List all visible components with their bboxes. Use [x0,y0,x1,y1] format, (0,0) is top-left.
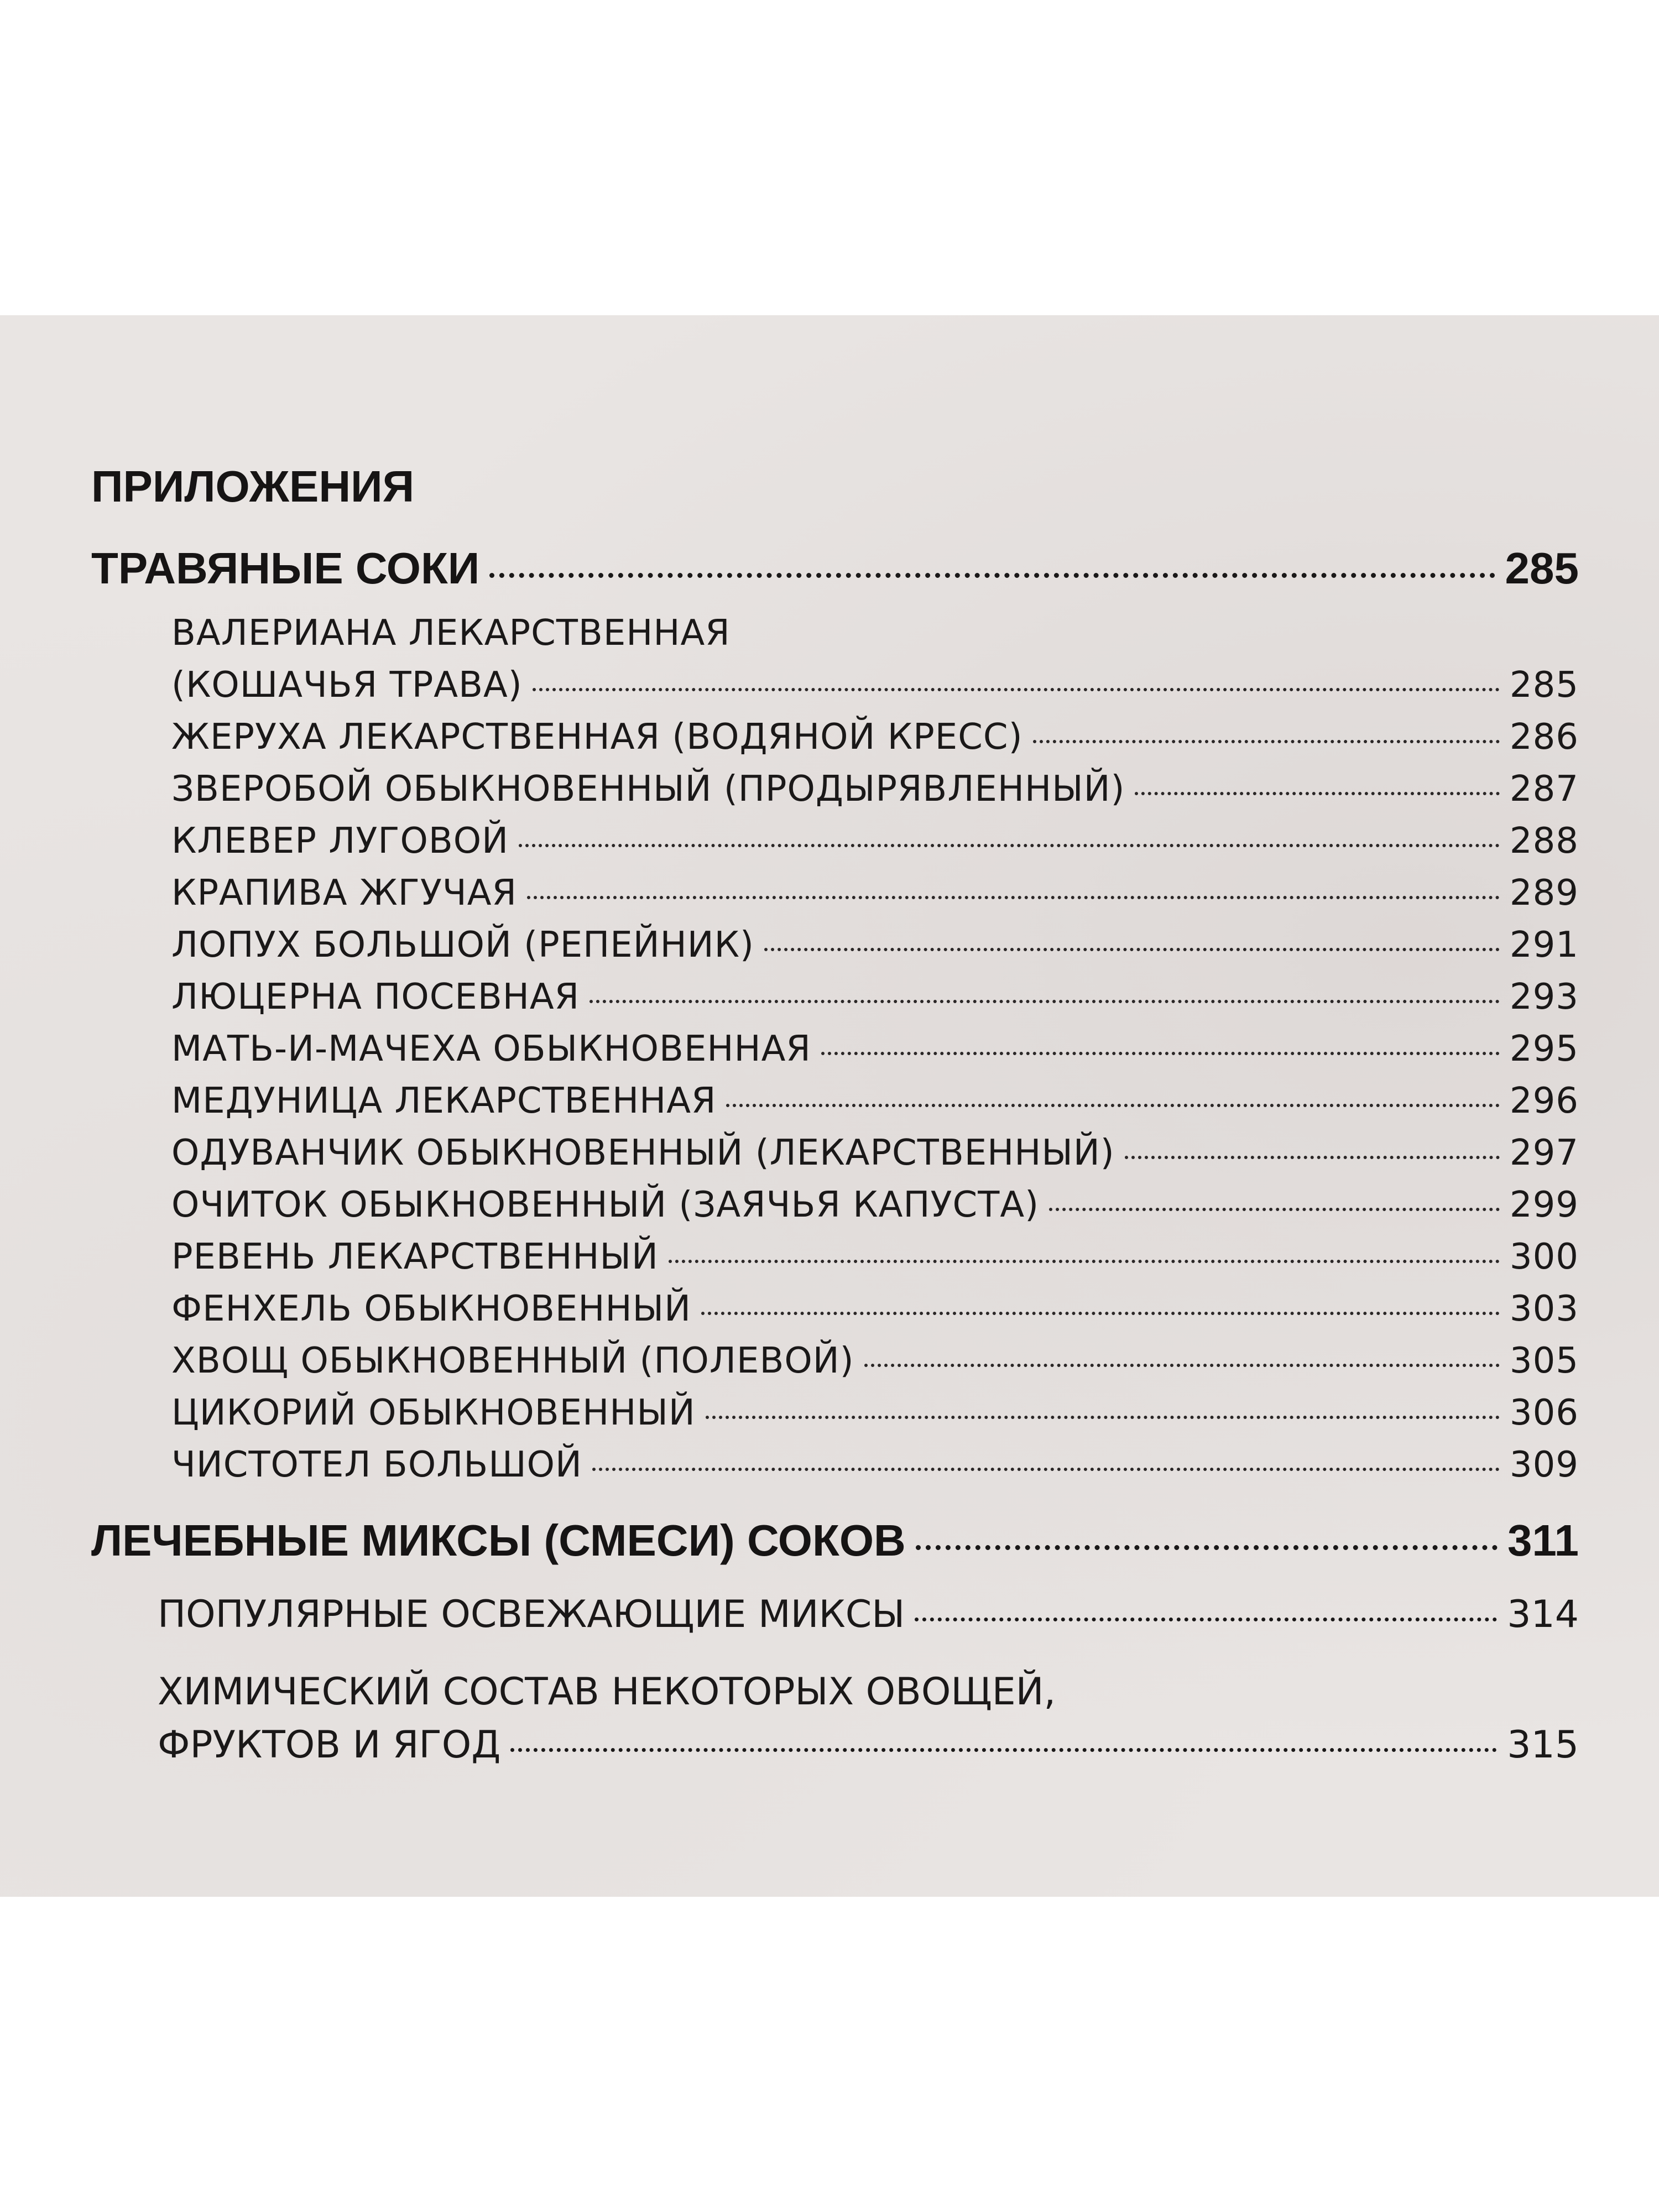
dot-leader [916,1545,1498,1550]
toc-item-page-number: 289 [1509,873,1579,914]
dot-leader [701,1312,1500,1315]
dot-leader [1033,740,1500,743]
toc-subsection[interactable] [91,1719,1579,1772]
dot-leader [519,844,1500,847]
section-title: ЛЕЧЕБНЫЕ МИКСЫ (СМЕСИ) СОКОВ [91,1516,906,1565]
dot-leader [489,573,1495,578]
table-of-contents [91,459,1579,1772]
toc-subsection-line1: ХИМИЧЕСКИЙ СОСТАВ НЕКОТОРЫХ ОВОЩЕЙ, [158,1670,1056,1714]
dot-leader [915,1618,1497,1621]
toc-item-label: ОЧИТОК ОБЫКНОВЕННЫЙ (ЗАЯЧЬЯ КАПУСТА) [171,1185,1040,1225]
dot-leader [726,1104,1499,1107]
subsection-list [91,1588,1579,1772]
toc-item-page-number: 296 [1509,1081,1579,1121]
toc-item-label: КЛЕВЕР ЛУГОВОЙ [171,821,509,862]
dot-leader [1135,792,1499,795]
toc-item-page-number: 293 [1509,977,1579,1018]
toc-item-label: КРАПИВА ЖГУЧАЯ [171,873,517,914]
dot-leader [527,896,1500,899]
toc-item-label: РЕВЕНЬ ЛЕКАРСТВЕННЫЙ [171,1237,659,1277]
toc-item-page-number: 291 [1509,925,1579,966]
dot-leader [510,1748,1497,1752]
dot-leader [592,1468,1500,1471]
toc-item[interactable] [171,711,1579,763]
toc-item-page-number: 288 [1509,821,1579,862]
toc-item[interactable] [171,919,1579,971]
toc-item-label: ЦИКОРИЙ ОБЫКНОВЕННЫЙ [171,1392,696,1433]
toc-item[interactable] [171,1075,1579,1127]
toc-item[interactable] [171,1023,1579,1075]
toc-item[interactable] [171,971,1579,1023]
toc-item-label: ЧИСТОТЕЛ БОЛЬШОЙ [171,1444,582,1485]
toc-item-page-number: 285 [1509,665,1579,706]
toc-item-label: (КОШАЧЬЯ ТРАВА) [171,665,523,706]
toc-item-label: ОДУВАНЧИК ОБЫКНОВЕННЫЙ (ЛЕКАРСТВЕННЫЙ) [171,1133,1115,1173]
dot-leader [1125,1156,1500,1159]
toc-item[interactable] [171,1387,1579,1439]
section-items-list [91,607,1579,1491]
toc-item[interactable] [171,1231,1579,1283]
toc-subsection-label: ПОПУЛЯРНЫЕ ОСВЕЖАЮЩИЕ МИКСЫ [158,1593,905,1636]
toc-item-label: ЛЮЦЕРНА ПОСЕВНАЯ [171,977,580,1018]
toc-item-page-number: 286 [1509,717,1579,758]
toc-subsection-label: ФРУКТОВ И ЯГОД [158,1723,501,1767]
toc-item[interactable] [171,659,1579,711]
toc-item[interactable] [171,1335,1579,1387]
toc-item-label: ЛОПУХ БОЛЬШОЙ (РЕПЕЙНИК) [171,925,754,966]
toc-item[interactable] [171,867,1579,919]
part-title: ПРИЛОЖЕНИЯ [91,462,415,511]
dot-leader [533,688,1500,691]
toc-item-label: ЖЕРУХА ЛЕКАРСТВЕННАЯ (ВОДЯНОЙ КРЕСС) [171,717,1023,758]
toc-item-label: ЗВЕРОБОЙ ОБЫКНОВЕННЫЙ (ПРОДЫРЯВЛЕННЫЙ) [171,769,1125,810]
toc-item-page-number: 299 [1509,1185,1579,1225]
dot-leader [864,1364,1500,1367]
toc-subsection-page-number: 314 [1507,1593,1579,1636]
dot-leader [821,1052,1500,1055]
dot-leader [1049,1208,1500,1211]
section-title: ТРАВЯНЫЕ СОКИ [91,544,480,593]
toc-item-page-number: 297 [1509,1133,1579,1173]
toc-item-label: ФЕНХЕЛЬ ОБЫКНОВЕННЫЙ [171,1288,691,1329]
toc-item-label: МЕДУНИЦА ЛЕКАРСТВЕННАЯ [171,1081,717,1121]
toc-item-page-number: 305 [1509,1340,1579,1381]
toc-subsection-page-number: 315 [1507,1723,1579,1767]
toc-item[interactable] [171,815,1579,867]
toc-item[interactable] [171,1179,1579,1231]
section-page-number: 285 [1505,544,1579,593]
toc-item-page-number: 303 [1509,1288,1579,1329]
toc-item-page-number: 287 [1509,769,1579,810]
toc-section-healing-juice-mixes[interactable] [91,1513,1579,1568]
toc-item[interactable] [171,1283,1579,1335]
toc-item-page-number: 300 [1509,1237,1579,1277]
toc-item-line1: ВАЛЕРИАНА ЛЕКАРСТВЕННАЯ [171,613,731,654]
toc-item-label: ХВОЩ ОБЫКНОВЕННЫЙ (ПОЛЕВОЙ) [171,1340,854,1381]
dot-leader [764,948,1500,951]
toc-subsection[interactable] [91,1588,1579,1641]
dot-leader [589,1000,1500,1003]
toc-section-herbal-juices[interactable] [91,541,1579,596]
section-page-number: 311 [1507,1516,1579,1565]
toc-item[interactable] [171,1439,1579,1491]
toc-item[interactable] [171,763,1579,815]
toc-item[interactable] [171,1127,1579,1179]
dot-leader [706,1416,1500,1419]
toc-item-page-number: 309 [1509,1444,1579,1485]
toc-item-page-number: 306 [1509,1392,1579,1433]
toc-item-page-number: 295 [1509,1029,1579,1070]
toc-item-label: МАТЬ-И-МАЧЕХА ОБЫКНОВЕННАЯ [171,1029,811,1070]
dot-leader [669,1260,1500,1263]
